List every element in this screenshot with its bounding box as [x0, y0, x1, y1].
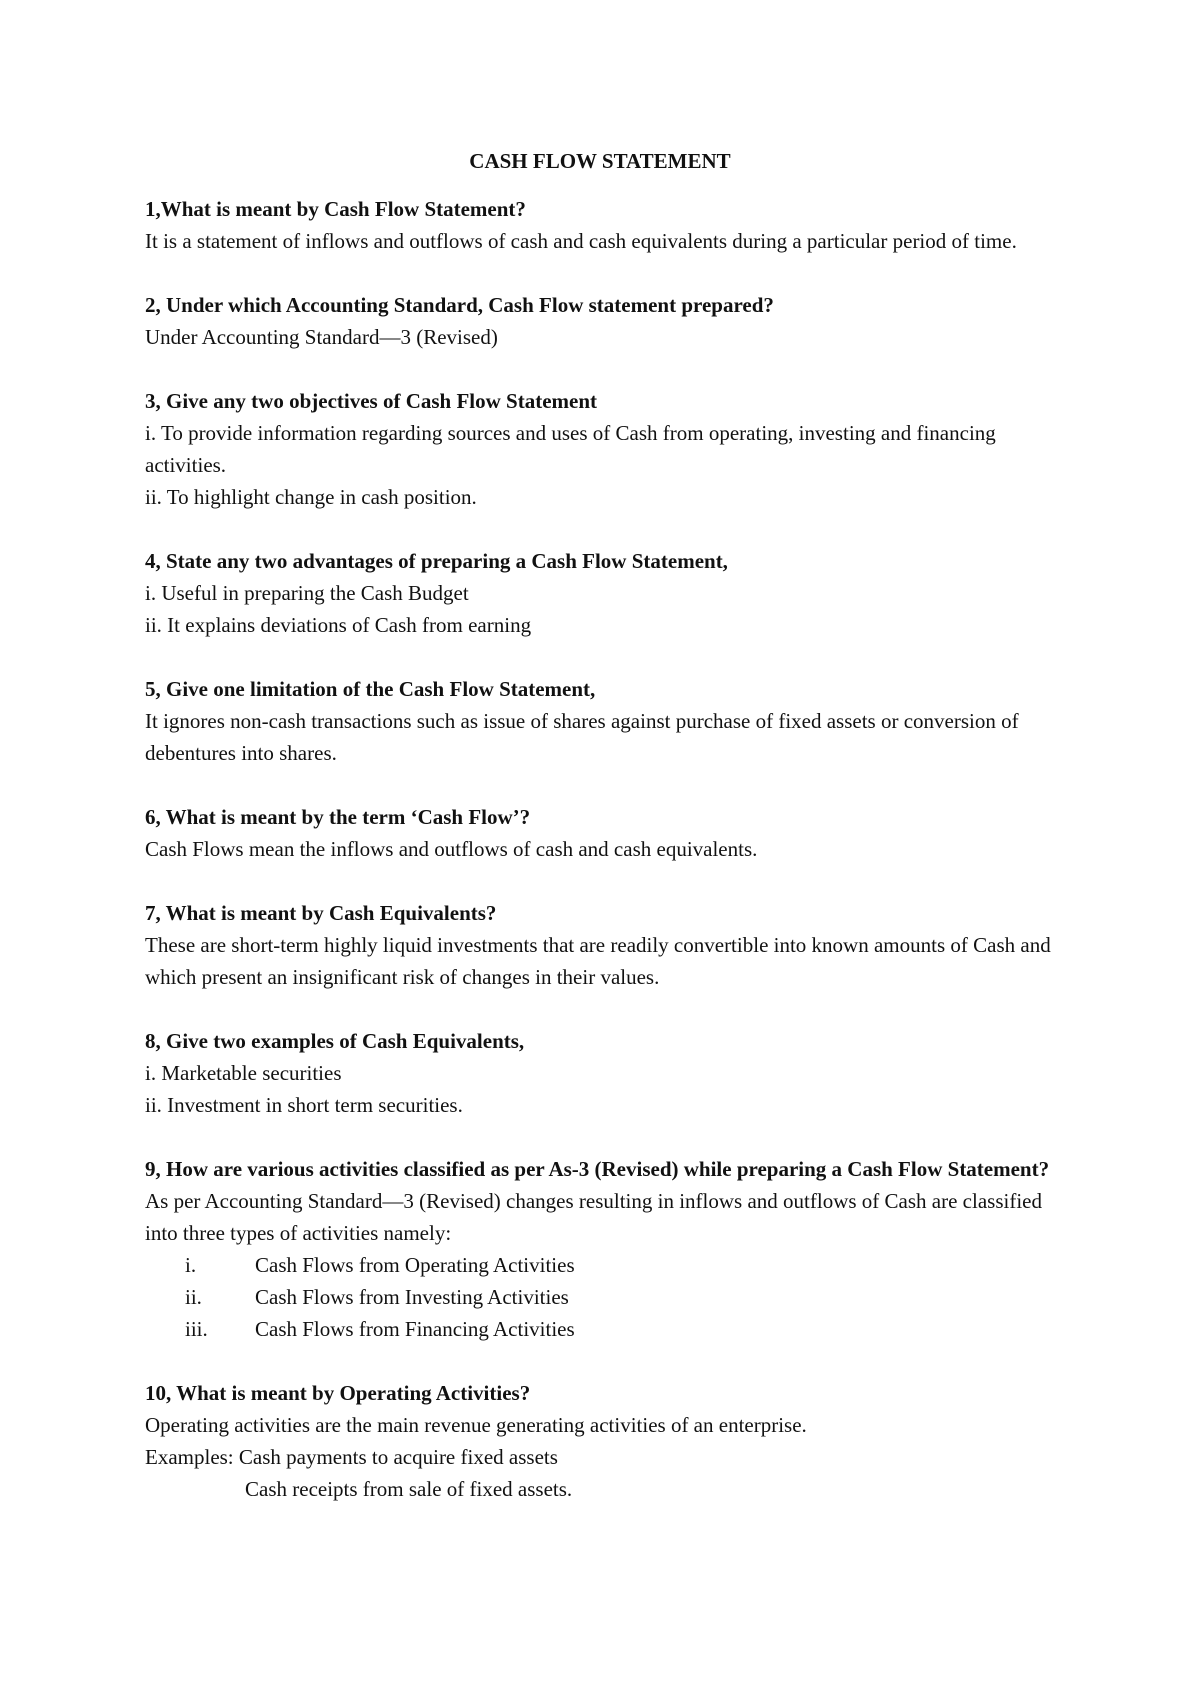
- qa-item-4: [145, 545, 1065, 641]
- answer-8-point-2: ii. Investment in short term securities.: [145, 1093, 463, 1117]
- examples-line-1: Examples: Cash payments to acquire fixed assets: [145, 1445, 558, 1469]
- answer-4-point-1: i. Useful in preparing the Cash Budget: [145, 581, 469, 605]
- question-2: 2, Under which Accounting Standard, Cash Flow statement prepared?: [145, 293, 774, 317]
- qa-item-2: [145, 289, 1065, 353]
- list-item: [145, 1313, 1065, 1345]
- list-item-number: i.: [185, 1253, 197, 1277]
- question-10: 10, What is meant by Operating Activities?: [145, 1381, 531, 1405]
- question-3: 3, Give any two objectives of Cash Flow Statement: [145, 389, 598, 413]
- list-item-number: ii.: [185, 1285, 202, 1309]
- activities-list: [145, 1249, 1065, 1345]
- question-9: 9, How are various activities classified as per As-3 (Revised) while preparing a Cash Flow Statement?: [145, 1157, 1050, 1181]
- qa-item-10: [145, 1377, 1065, 1505]
- question-4: 4, State any two advantages of preparing a Cash Flow Statement,: [145, 549, 728, 573]
- question-7: 7, What is meant by Cash Equivalents?: [145, 901, 497, 925]
- answer-1: It is a statement of inflows and outflows of cash and cash equivalents during a particular period of time.: [145, 229, 1017, 253]
- answer-7: These are short-term highly liquid investments that are readily convertible into known amounts of Cash and which present an insignificant risk of changes in their values.: [145, 933, 1051, 989]
- qa-item-7: [145, 897, 1065, 993]
- qa-item-6: [145, 801, 1065, 865]
- answer-10: Operating activities are the main revenue generating activities of an enterprise.: [145, 1413, 807, 1437]
- qa-item-1: [145, 193, 1065, 257]
- qa-item-9: [145, 1153, 1065, 1345]
- question-5: 5, Give one limitation of the Cash Flow Statement,: [145, 677, 596, 701]
- qa-item-3: [145, 385, 1065, 513]
- list-item-text: Cash Flows from Investing Activities: [255, 1285, 569, 1309]
- list-item-number: iii.: [185, 1317, 208, 1341]
- list-item-text: Cash Flows from Financing Activities: [255, 1317, 575, 1341]
- answer-8-point-1: i. Marketable securities: [145, 1061, 342, 1085]
- qa-item-5: [145, 673, 1065, 769]
- answer-4-point-2: ii. It explains deviations of Cash from earning: [145, 613, 532, 637]
- answer-5: It ignores non-cash transactions such as issue of shares against purchase of fixed assets or conversion of debentures into shares.: [145, 709, 1019, 765]
- question-8: 8, Give two examples of Cash Equivalents,: [145, 1029, 525, 1053]
- question-1: 1,What is meant by Cash Flow Statement?: [145, 197, 526, 221]
- document-body: [145, 193, 1065, 1537]
- answer-6: Cash Flows mean the inflows and outflows of cash and cash equivalents.: [145, 837, 758, 861]
- question-6: 6, What is meant by the term ‘Cash Flow’?: [145, 805, 531, 829]
- answer-3-point-2: ii. To highlight change in cash position.: [145, 485, 477, 509]
- list-item: [145, 1249, 1065, 1281]
- list-item-text: Cash Flows from Operating Activities: [255, 1253, 575, 1277]
- answer-3-point-1: i. To provide information regarding sources and uses of Cash from operating, investing and financing activities.: [145, 421, 996, 477]
- answer-2: Under Accounting Standard—3 (Revised): [145, 325, 498, 349]
- answer-9: As per Accounting Standard—3 (Revised) changes resulting in inflows and outflows of Cash are classified into three types of activities namely:: [145, 1189, 1042, 1245]
- qa-item-8: [145, 1025, 1065, 1121]
- page-title: CASH FLOW STATEMENT: [469, 149, 731, 173]
- examples-line-2: Cash receipts from sale of fixed assets.: [245, 1477, 573, 1501]
- list-item: [145, 1281, 1065, 1313]
